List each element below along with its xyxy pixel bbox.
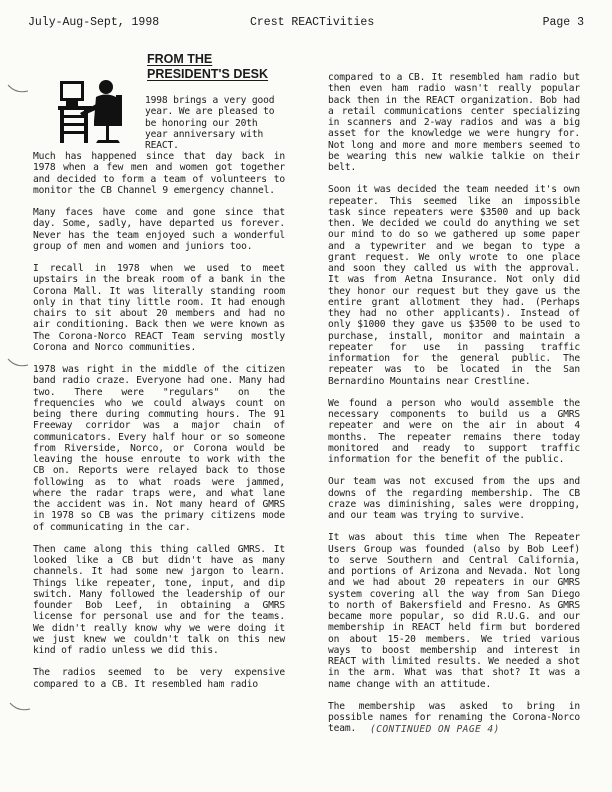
paragraph: We found a person who would assemble the necessary components to build us a GMRS repeater and were on the air in about 4 months. The repeater remains there today monitored and ready to support traffic information for the benefit of the public. bbox=[328, 397, 580, 465]
title-line-1: FROM THE bbox=[147, 52, 213, 66]
desk-computer-icon bbox=[58, 75, 134, 147]
continued-note: (CONTINUED ON PAGE 4) bbox=[370, 724, 500, 735]
punch-hole-mark bbox=[8, 700, 34, 714]
paragraph: It was about this time when The Repeater Users Group was founded (also by Bob Leef) to serve Southern and Central California, and portions of Arizona and Nevada. Not long and we had about 20 repeaters in our GMRS system covering all the way from San Diego to north of Bakersfield and Fresno. As GMRS became more popular, so did R.U.G. and our membership in REACT held firm but bordered on about 15-20 members. We tried various ways to boost membership and interest in REACT with limited results. We needed a shot in the arm. What was that shot? It was a name change with an attitude. bbox=[328, 532, 580, 690]
paragraph: Much has happened since that day back in 1978 when a few men and women got together and decided to form a team of volunteers to monitor the CB Channel 9 emergency channel. bbox=[33, 151, 285, 196]
right-column bbox=[328, 72, 580, 746]
paragraph: Many faces have come and gone since that day. Some, sadly, have departed us forever. Never has the team enjoyed such a wonderful group of men and women and juniors too. bbox=[33, 207, 285, 252]
punch-hole-mark bbox=[6, 356, 32, 370]
left-column bbox=[33, 151, 285, 701]
paragraph: The membership was asked to bring in possible names for renaming the Corona-Norco team. bbox=[328, 700, 580, 735]
punch-hole-mark bbox=[6, 82, 32, 96]
newsletter-name: Crest REACTivities bbox=[250, 16, 375, 29]
issue-date: July-Aug-Sept, 1998 bbox=[28, 16, 160, 29]
page-header bbox=[28, 16, 584, 32]
paragraph: Our team was not excused from the ups and downs of the regarding membership. The CB craze was diminishing, sales were dropping, and our team was trying to survive. bbox=[328, 476, 580, 521]
paragraph: 1978 was right in the middle of the citizen band radio craze. Everyone had one. Many had two. There were "regulars" on the frequencies who we could always count on being there during commuting hours. The 91 Freeway corridor was a major chain of communicators. Every half hour or so someone from Riverside, Norco, or Corona would be leaving the house enroute to work with the CB on. Reports were relayed back to those following as to what roads were jammed, where the radar traps were, and what lane the accident was in. Not many heard of GMRS in 1978 so CB was the primary citizens mode of communicating in the car. bbox=[33, 364, 285, 533]
page-number: Page 3 bbox=[542, 16, 584, 29]
paragraph: I recall in 1978 when we used to meet upstairs in the break room of a bank in the Corona Mall. It was literally standing room only in that tiny little room. It had enough chairs to sit about 20 members and had no air conditioning. Back then we were known as The Corona-Norco REACT Team serving mostly Corona and Norco communities. bbox=[33, 263, 285, 353]
intro-paragraph: 1998 brings a very good year. We are pleased to be honoring our 20th year anniversary with REACT. bbox=[145, 95, 275, 151]
title-line-2: PRESIDENT'S DESK bbox=[147, 67, 269, 81]
article-title bbox=[147, 52, 268, 82]
paragraph: compared to a CB. It resembled ham radio but then even ham radio wasn't really popular back then in the REACT organization. Bob had a retail communications center specializing in scanners and 2-way radios and was a big asset for the knowledge we were hungry for. Not long and more and more members seemed to be wearing this new walkie talkie on their belt. bbox=[328, 72, 580, 173]
paragraph: The radios seemed to be very expensive compared to a CB. It resembled ham radio bbox=[33, 667, 285, 690]
paragraph: Then came along this thing called GMRS. It looked like a CB but didn't have as many channels. It had some new jargon to learn. Things like repeater, tone, input, and dip switch. Many followed the leadership of our founder Bob Leef, in obtaining a GMRS license for personal use and for the teams. We didn't really know why we were doing it we just knew we couldn't talk on this new kind of radio unless we did this. bbox=[33, 543, 285, 656]
paragraph: Soon it was decided the team needed it's own repeater. This seemed like an impossible task since repeaters were $3500 and up back then. We decided we could do anything we set our mind to do so we gathered up some paper and a typewriter and we began to type a grant request. We only wrote to one place and soon they called us with the approval. It was from Aetna Insurance. Not only did they honor our request but they gave us the entire grant allotment they had. (Perhaps they had no other applicants). Instead of only $1000 they gave us $3500 to be used to purchase, install, monitor and maintain a repeater for use in passing traffic information for the general public. The repeater was to be located in the San Bernardino Mountains near Crestline. bbox=[328, 184, 580, 387]
